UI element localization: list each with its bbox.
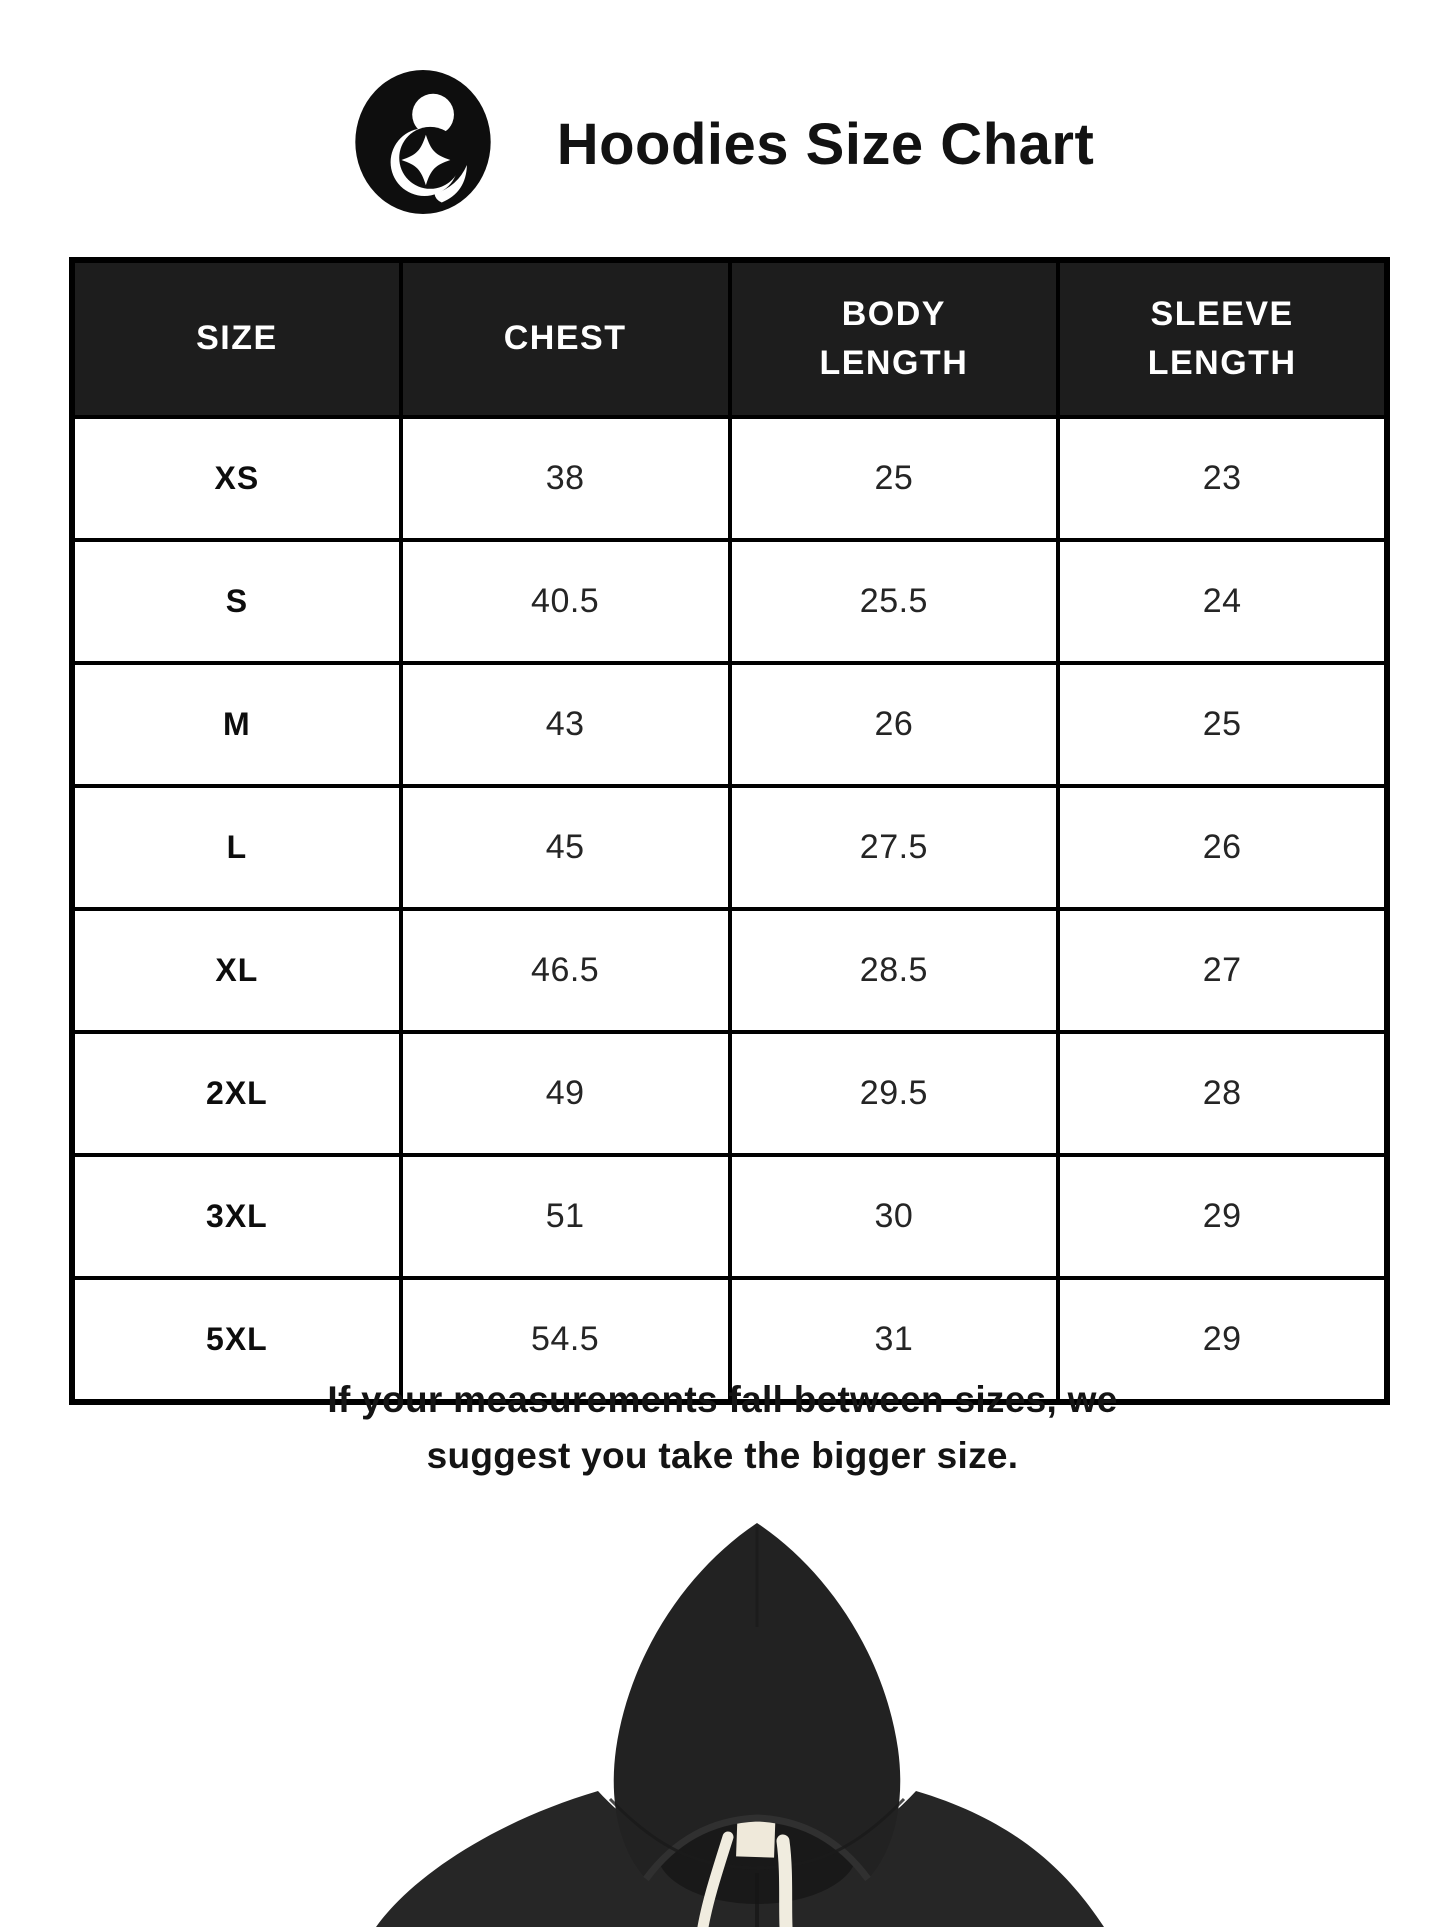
- column-header-body-length: BODY LENGTH: [730, 260, 1059, 417]
- body-length-value: 26: [730, 663, 1059, 786]
- chest-value: 43: [401, 663, 730, 786]
- table-row: [72, 1032, 1387, 1155]
- body-length-value: 25.5: [730, 540, 1059, 663]
- table-row: [72, 909, 1387, 1032]
- column-header-size: SIZE: [72, 260, 401, 417]
- chest-value: 51: [401, 1155, 730, 1278]
- table-row: [72, 786, 1387, 909]
- body-length-value: 27.5: [730, 786, 1059, 909]
- size-label: 2XL: [72, 1032, 401, 1155]
- size-label: L: [72, 786, 401, 909]
- body-length-value: 25: [730, 417, 1059, 540]
- chest-value: 38: [401, 417, 730, 540]
- size-label: XL: [72, 909, 401, 1032]
- sleeve-length-value: 23: [1058, 417, 1387, 540]
- sleeve-length-value: 27: [1058, 909, 1387, 1032]
- sleeve-length-value: 28: [1058, 1032, 1387, 1155]
- sleeve-length-value: 24: [1058, 540, 1387, 663]
- table-row: [72, 417, 1387, 540]
- column-header-sleeve-length: SLEEVE LENGTH: [1058, 260, 1387, 417]
- table-row: [72, 540, 1387, 663]
- chest-value: 45: [401, 786, 730, 909]
- chest-value: 40.5: [401, 540, 730, 663]
- size-chart-table: [69, 257, 1390, 1405]
- chest-value: 54.5: [401, 1278, 730, 1402]
- sleeve-length-value: 25: [1058, 663, 1387, 786]
- sleeve-length-value: 29: [1058, 1155, 1387, 1278]
- sizing-note-line1: If your measurements fall between sizes, we: [327, 1379, 1118, 1420]
- sleeve-length-value: 29: [1058, 1278, 1387, 1402]
- chest-value: 49: [401, 1032, 730, 1155]
- size-label: S: [72, 540, 401, 663]
- sizing-note-line2: suggest you take the bigger size.: [426, 1434, 1019, 1476]
- body-length-value: 29.5: [730, 1032, 1059, 1155]
- body-length-value: 31: [730, 1278, 1059, 1402]
- size-label: M: [72, 663, 401, 786]
- hoodie-illustration: [280, 1507, 1160, 1927]
- page-title: Hoodies Size Chart: [556, 112, 1095, 177]
- size-label: 3XL: [72, 1155, 401, 1278]
- page-header: [0, 70, 1445, 214]
- body-length-value: 30: [730, 1155, 1059, 1278]
- hoodie-product-image: [280, 1507, 1160, 1927]
- brand-logo-icon: [351, 70, 495, 214]
- table-row: [72, 663, 1387, 786]
- size-label: XS: [72, 417, 401, 540]
- sleeve-length-value: 26: [1058, 786, 1387, 909]
- size-label: 5XL: [72, 1278, 401, 1402]
- chest-value: 46.5: [401, 909, 730, 1032]
- table-header-row: [72, 260, 1387, 417]
- sizing-note: [0, 1372, 1445, 1483]
- body-length-value: 28.5: [730, 909, 1059, 1032]
- table-row: [72, 1155, 1387, 1278]
- column-header-chest: CHEST: [401, 260, 730, 417]
